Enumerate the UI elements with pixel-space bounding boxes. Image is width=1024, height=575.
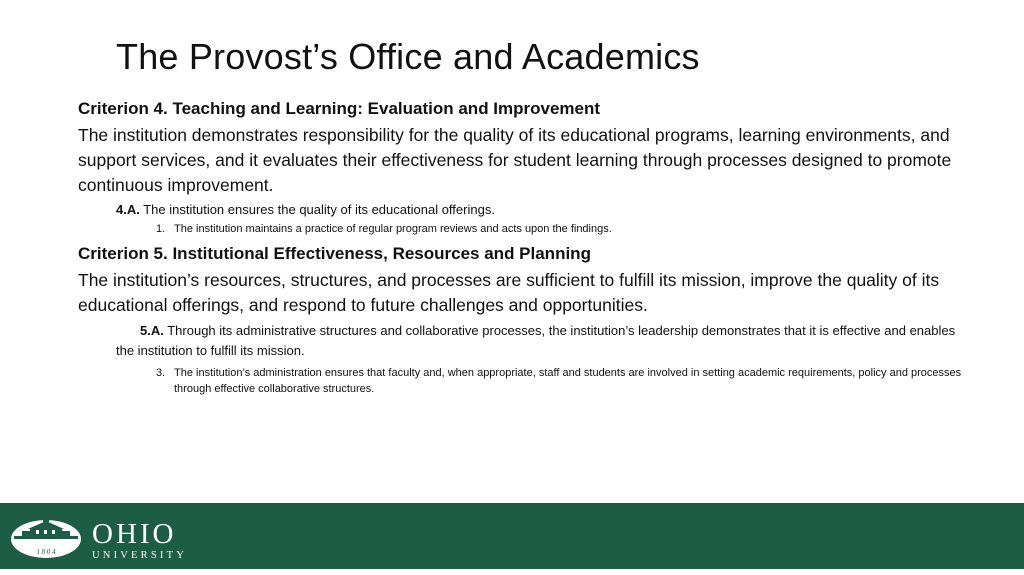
criterion-4-heading: Criterion 4. Teaching and Learning: Evaluation and Improvement bbox=[78, 99, 601, 118]
criterion-5a-item-number: 3. bbox=[156, 367, 166, 379]
criterion-5a-item-text: The institution’s administration ensures that faculty and, when appropriate, staff and students are involved in setting academic requirements, policy and processes through effective collaborative structures. bbox=[174, 367, 962, 395]
criterion-4a-item-number: 1. bbox=[156, 223, 166, 235]
criterion-4a bbox=[78, 200, 968, 220]
criterion-5a bbox=[116, 321, 968, 361]
wordmark-university: UNIVERSITY bbox=[92, 550, 187, 561]
criterion-5a-text: Through its administrative structures and collaborative processes, the institution’s leadership demonstrates that it is effective and enables the institution to fulfill its mission. bbox=[116, 323, 956, 358]
criterion-4-body: The institution demonstrates responsibility for the quality of its educational programs, learning environments, and support services, and it evaluates their effectiveness for student learning through processes designed to promote continuous improvement. bbox=[78, 125, 952, 195]
criterion-4a-label: 4.A. bbox=[116, 202, 140, 217]
logo-year: 1 8 0 4 bbox=[36, 548, 56, 556]
footer-bar bbox=[0, 503, 1024, 569]
criterion-4a-item bbox=[156, 221, 968, 237]
criterion-4a-text: The institution ensures the quality of its educational offerings. bbox=[143, 202, 495, 217]
ohio-university-wordmark bbox=[92, 519, 187, 562]
ohio-university-seal-logo bbox=[10, 513, 82, 559]
criterion-5-body: The institution’s resources, structures, and processes are sufficient to fulfill its mission, improve the quality of its educational offerings, and respond to future challenges and opportunities. bbox=[78, 270, 940, 315]
criterion-4a-item-text: The institution maintains a practice of regular program reviews and acts upon the findings. bbox=[174, 223, 612, 235]
criterion-5a-label: 5.A. bbox=[140, 323, 164, 338]
criterion-5a-item bbox=[156, 365, 968, 397]
wordmark-ohio: OHIO bbox=[92, 518, 177, 550]
slide-content bbox=[78, 98, 968, 397]
slide-title: The Provost’s Office and Academics bbox=[116, 36, 700, 77]
criterion-5-heading: Criterion 5. Institutional Effectiveness, Resources and Planning bbox=[78, 244, 591, 263]
